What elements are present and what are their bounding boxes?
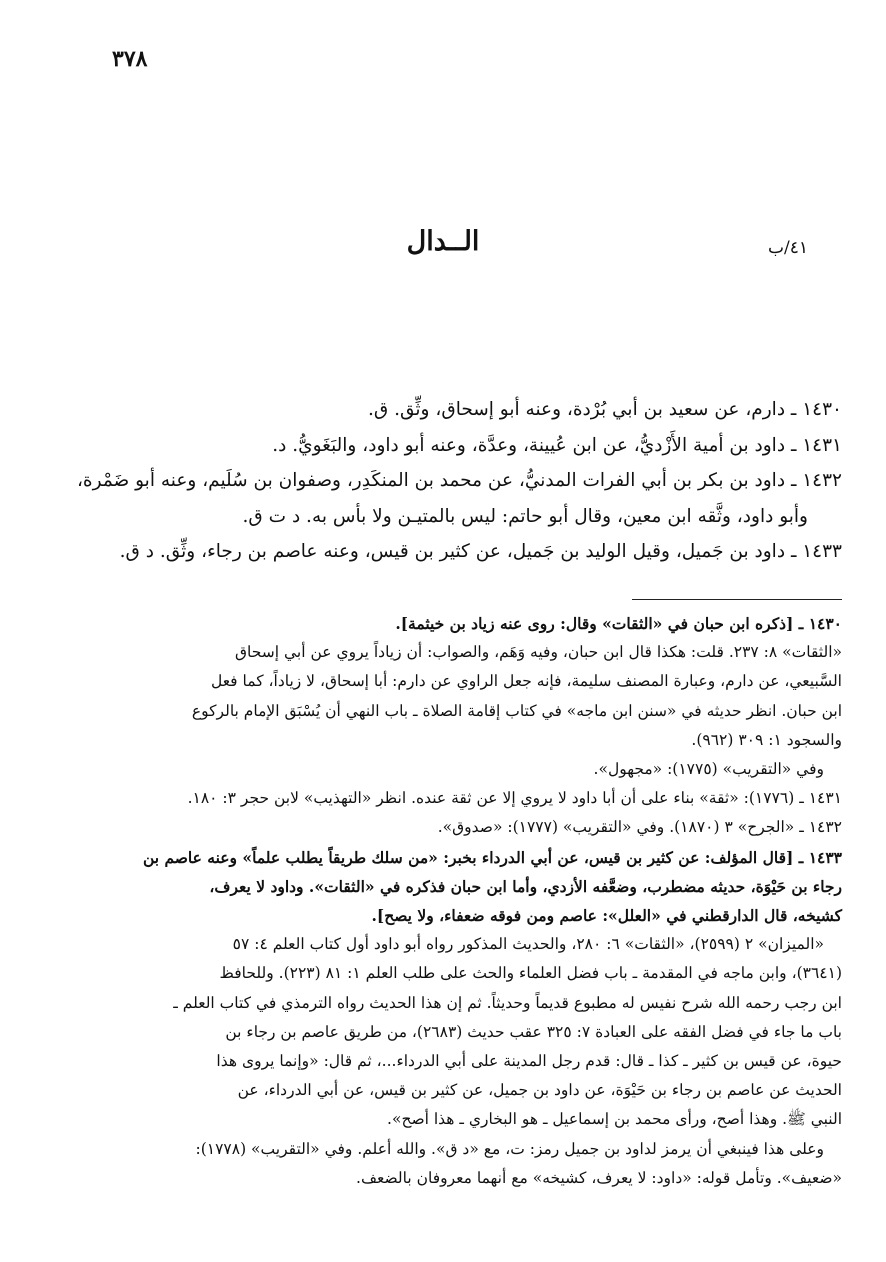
footnote-1433-quote: ١٤٣٣ ـ [قال المؤلف: عن كثير بن قيس، عن أبي الدرداء بخبر: «من سلك طريقاً يطلب علماً» وعنه عاصم بن bbox=[142, 847, 842, 867]
entry-1433: ١٤٣٣ ـ داود بن جَميل، وقيل الوليد بن جَميل، عن كثير بن قيس، وعنه عاصم بن رجاء، وثِّق. د ق. bbox=[119, 541, 842, 562]
footnote-line: (٣٦٤١)، وابن ماجه في المقدمة ـ باب فضل العلماء والحث على طلب العلم ١: ٨١ (٢٢٣). وللحافظ bbox=[219, 964, 842, 983]
footnote-line: حيوة، عن قيس بن كثير ـ كذا ـ قال: قدم رجل المدينة على أبي الدرداء...، ثم قال: «وإنما يروى هذا bbox=[216, 1052, 842, 1071]
footnote-line: «الثقات» ٨: ٢٣٧. قلت: هكذا قال ابن حبان، وفيه وَهَم، والصواب: أن زياداً يروي عن أبي إسحاق bbox=[235, 643, 842, 662]
footnote-1430-quote: ١٤٣٠ ـ [ذكره ابن حبان في «الثقات» وقال: روى عنه زياد بن خيثمة]. bbox=[395, 614, 842, 633]
entry-1430: ١٤٣٠ ـ دارم، عن سعيد بن أبي بُرْدة، وعنه أبو إسحاق، وثِّق. ق. bbox=[367, 399, 842, 420]
main-text bbox=[42, 392, 842, 570]
footnote-line: باب ما جاء في فضل الفقه على العبادة ٧: ٣٢٥ عقب حديث (٢٦٨٣)، من طريق عاصم بن رجاء بن bbox=[225, 1022, 842, 1041]
chapter-title: الــدال bbox=[406, 226, 480, 257]
footnote-line: ابن حبان. انظر حديثه في «سنن ابن ماجه» في كتاب إقامة الصلاة ـ باب النهي أن يُسْبَق الإمام بالركوع bbox=[191, 701, 842, 720]
footnote-line: وفي «التقريب» (١٧٧٥): «مجهول». bbox=[593, 760, 824, 779]
footnote-line: النبي ﷺ. وهذا أصح، ورأى محمد بن إسماعيل ـ هو البخاري ـ هذا أصح». bbox=[387, 1110, 842, 1129]
footnote-1433-quote: كشيخه، قال الدارقطني في «العلل»: عاصم ومن فوقه ضعفاء، ولا يصح]. bbox=[371, 906, 842, 926]
manuscript-folio-mark: ٤١/ب bbox=[768, 238, 808, 258]
footnote-separator bbox=[632, 599, 842, 600]
footnotes bbox=[36, 609, 842, 1193]
footnote-line: «الميزان» ٢ (٢٥٩٩)، «الثقات» ٦: ٢٨٠، والحديث المذكور رواه أبو داود أول كتاب العلم ٤: ٥٧ bbox=[232, 935, 824, 954]
footnote-1433-quote: رجاء بن حَيْوَة، حديثه مضطرب، وضعَّفه الأزدي، وأما ابن حبان فذكره في «الثقات». وداود لا يعرف، bbox=[209, 876, 842, 896]
entry-1431: ١٤٣١ ـ داود بن أمية الأَزْديُّ، عن ابن عُيينة، وعدَّة، وعنه أبو داود، والبَغَويُّ. د. bbox=[272, 434, 842, 456]
footnote-line: ابن رجب رحمه الله شرح نفيس له مطبوع قديماً وحديثاً. ثم إن هذا الحديث رواه الترمذي في كتاب العلم ـ bbox=[173, 993, 842, 1012]
page-number: ٣٧٨ bbox=[112, 46, 148, 72]
footnote-line: الحديث عن عاصم بن رجاء بن حَيْوَة، عن داود بن جميل، عن كثير بن قيس، عن أبي الدرداء، عن bbox=[237, 1081, 842, 1100]
footnote-line: «ضعيف». وتأمل قوله: «داود: لا يعرف، كشيخه» مع أنهما معروفان بالضعف. bbox=[356, 1168, 842, 1187]
footnote-line: والسجود ١: ٣٠٩ (٩٦٢). bbox=[691, 730, 842, 749]
footnote-1432: ١٤٣٢ ـ «الجرح» ٣ (١٨٧٠). وفي «التقريب» (١٧٧٧): «صدوق». bbox=[437, 818, 842, 837]
footnote-1431: ١٤٣١ ـ (١٧٧٦): «ثقة» بناء على أن أبا داود لا يروي إلا عن ثقة عنده. انظر «التهذيب» لابن حجر ٣: ١٨٠. bbox=[187, 789, 842, 808]
footnote-line: وعلى هذا فينبغي أن يرمز لداود بن جميل رمز: ت، مع «د ق». والله أعلم. وفي «التقريب» (١٧٧٨): bbox=[195, 1139, 824, 1158]
entry-1432-continued: وأبو داود، وثَّقه ابن معين، وقال أبو حاتم: ليس بالمتيـن ولا بأس به. د ت ق. bbox=[242, 505, 808, 527]
footnote-line: السَّبيعي، عن دارم، وعبارة المصنف سليمة، فإنه جعل الراوي عن دارم: أبا إسحاق، لا زياداً، كما فعل bbox=[210, 672, 842, 691]
entry-1432: ١٤٣٢ ـ داود بن بكر بن أبي الفرات المدنيُّ، عن محمد بن المنكَدِر، وصفوان بن سُلَيم، وعنه أبو ضَمْرة، bbox=[76, 470, 842, 491]
